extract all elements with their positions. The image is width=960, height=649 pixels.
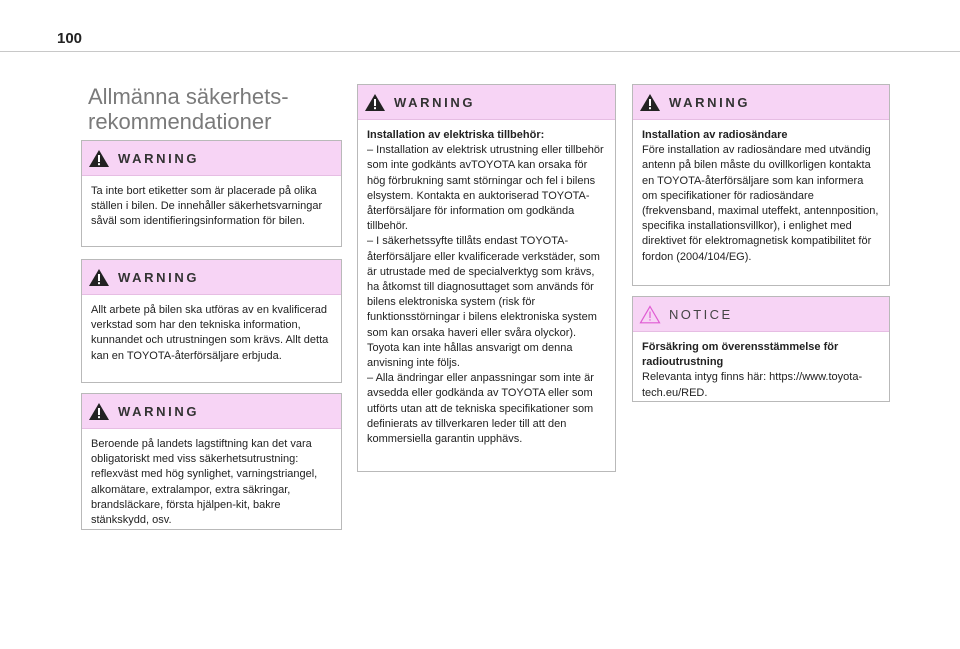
warning-box-labels	[81, 140, 342, 247]
warning-header	[358, 85, 615, 120]
warning-label: WARNING	[669, 94, 751, 110]
warning-label: WARNING	[118, 269, 200, 285]
warning-heading: Installation av radiosändare	[642, 129, 788, 141]
warning-heading: Installation av elektriska tillbehör:	[367, 129, 545, 141]
warning-header	[82, 141, 341, 176]
warning-label: WARNING	[394, 94, 476, 110]
notice-triangle-icon	[639, 305, 661, 324]
warning-header	[82, 260, 341, 295]
page-number: 100	[57, 30, 83, 47]
notice-header	[633, 297, 889, 332]
warning-label: WARNING	[118, 150, 200, 166]
warning-header	[82, 394, 341, 429]
warning-text: Före installation av radiosändare med utvändig antenn på bilen måste du ovillkorligen kontakta en TOYOTA-återförsäljare som kan informera om specifikationer för radiosändare (frekvensband, maximal uteffekt, antennposition, specifika installationsvillkor), i enlighet med direktivet för elektromagnetisk kompatibilitet för fordon (2004/104/EG).	[642, 144, 879, 263]
warning-text: Beroende på landets lagstiftning kan det vara obligatoriskt med viss säkerhetsutrustning: reflexväst med hög synlighet, varningstriangel, alkomätare, extralampor, extra säkringar, brandsläckare, första hjälpen-kit, bakre stänkskydd, osv.	[91, 438, 318, 527]
warning-paragraph: – Installation av elektrisk utrustning eller tillbehör som inte godkänts avTOYOTA kan orsaka för hög förbrukning samt störningar och fel i bilens elsystem. Kontakta en auktoriserad TOYOTA-återförsäljare för information om godkända tillbehör.	[367, 144, 604, 233]
warning-paragraph: – Alla ändringar eller anpassningar som inte är avsedda eller godkända av TOYOTA eller som utförts utan att de tekniska specifikationer som definierats av tillverkaren leder till att den kommersiella garantin upphävs.	[367, 372, 594, 446]
warning-header	[633, 85, 889, 120]
notice-label: NOTICE	[669, 306, 733, 322]
warning-box-safety-equipment	[81, 393, 342, 530]
notice-text: Relevanta intyg finns här: https://www.toyota-tech.eu/RED.	[642, 371, 863, 399]
notice-heading: Försäkring om överensstämmelse för radioutrustning	[642, 341, 839, 369]
warning-box-electrical-accessories	[357, 84, 616, 472]
warning-triangle-icon	[364, 93, 386, 112]
header-divider	[0, 51, 960, 52]
warning-triangle-icon	[88, 149, 110, 168]
warning-box-workshop	[81, 259, 342, 383]
warning-label: WARNING	[118, 403, 200, 419]
section-title	[88, 84, 348, 134]
warning-text: Allt arbete på bilen ska utföras av en kvalificerad verkstad som har den tekniska information, kunnandet och utrustningen som krävs. Allt detta kan en TOYOTA-återförsäljare erbjuda.	[91, 304, 329, 362]
section-title-line1: Allmänna säkerhets-	[88, 84, 289, 109]
warning-triangle-icon	[88, 402, 110, 421]
warning-triangle-icon	[88, 268, 110, 287]
warning-box-radio-transmitters	[632, 84, 890, 286]
warning-text: Ta inte bort etiketter som är placerade på olika ställen i bilen. De innehåller säkerhetsvarningar såväl som identifieringsinformation för bilen.	[91, 185, 323, 228]
warning-paragraph: – I säkerhetssyfte tillåts endast TOYOTA-återförsäljare eller kvalificerade verkstäder, som är utrustade med de specialverktyg som krävs, ha åtkomst till diagnosuttaget som används för bilens elektroniska system (risk för funktionsstörningar i bilens elektroniska system som kan orsaka haveri eller svåra olyckor). Toyota kan inte hållas ansvarigt om denna anvisning inte följs.	[367, 235, 600, 370]
notice-box-radio-conformity	[632, 296, 890, 402]
section-title-line2: rekommendationer	[88, 109, 272, 134]
warning-triangle-icon	[639, 93, 661, 112]
